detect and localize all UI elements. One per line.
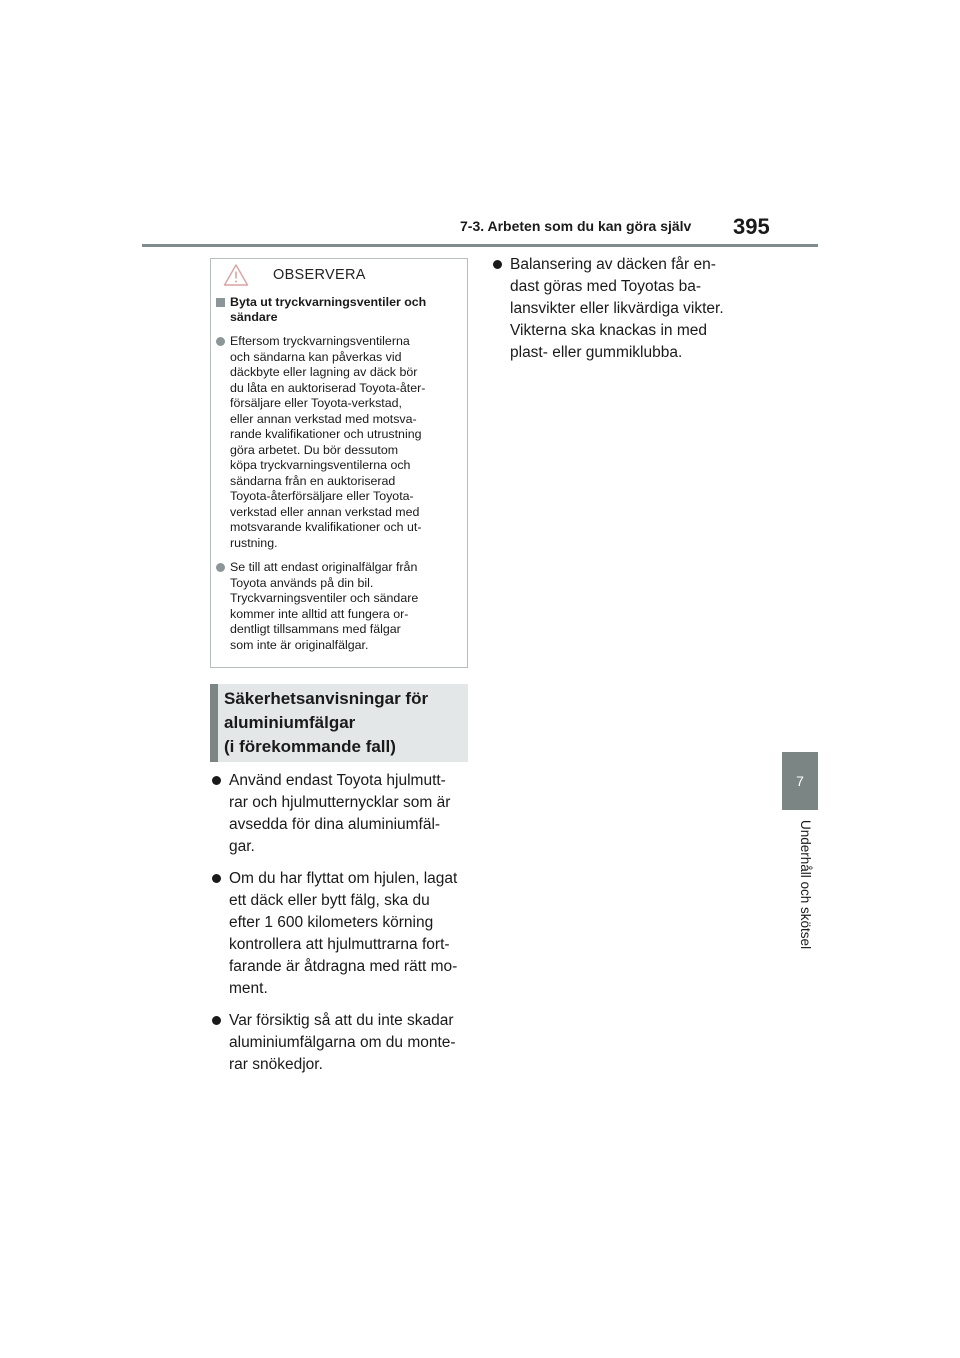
list-item-line: lansvikter eller likvärdiga vikter. xyxy=(510,300,724,317)
list-item-line: rar och hjulmutternycklar som är xyxy=(229,794,451,811)
notice-line: försäljare eller Toyota-verkstad, xyxy=(230,396,402,410)
list-item-line: farande är åtdragna med rätt mo- xyxy=(229,958,458,975)
list-item xyxy=(210,1010,472,1076)
section-heading-line: aluminiumfälgar xyxy=(224,713,356,732)
list-item-line: Var försiktig så att du inte skadar xyxy=(229,1012,454,1029)
list-item-line: aluminiumfälgarna om du monte- xyxy=(229,1034,456,1051)
list-item-line: Använd endast Toyota hjulmutt- xyxy=(229,772,446,789)
list-item xyxy=(491,254,753,364)
notice-line: Tryckvarningsventiler och sändare xyxy=(230,591,419,605)
square-bullet-icon xyxy=(216,298,225,307)
notice-line: kommer inte alltid att fungera or- xyxy=(230,606,409,621)
warning-triangle-icon xyxy=(223,263,249,287)
list-item xyxy=(210,868,472,1000)
section-title: 7-3. Arbeten som du kan göra själv xyxy=(460,218,692,234)
list-item-line: dast göras med Toyotas ba- xyxy=(510,278,701,295)
list-item-line: Om du har flyttat om hjulen, lagat xyxy=(229,870,458,887)
list-item-line: plast- eller gummiklubba. xyxy=(510,344,683,361)
notice-subheading xyxy=(215,295,457,325)
notice-line: eller annan verkstad med motsva- xyxy=(230,411,417,426)
notice-line: Toyota används på din bil. xyxy=(230,575,374,590)
list-item-line: efter 1 600 kilometers körning xyxy=(229,914,434,931)
left-bullet-list xyxy=(210,770,472,1086)
section-heading xyxy=(210,684,468,762)
round-bullet-icon xyxy=(216,563,225,572)
notice-item xyxy=(215,560,457,653)
header-rule xyxy=(142,244,818,247)
notice-item xyxy=(215,334,457,551)
notice-line: och sändarna kan påverkas vid xyxy=(230,349,402,364)
notice-line: verkstad eller annan verkstad med xyxy=(230,504,420,519)
notice-line: du låta en auktoriserad Toyota-åter- xyxy=(230,380,426,395)
page-number: 395 xyxy=(733,214,770,239)
chapter-tab: 7 xyxy=(782,752,818,810)
round-bullet-icon xyxy=(216,337,225,346)
notice-subheading-line: Byta ut tryckvarningsventiler och xyxy=(230,295,427,309)
notice-header xyxy=(211,261,467,289)
notice-box xyxy=(210,258,468,668)
list-item xyxy=(210,770,472,858)
right-bullet-list xyxy=(491,254,753,374)
notice-line: motsvarande kvalifikationer och ut- xyxy=(230,520,422,534)
notice-line: som inte är originalfälgar. xyxy=(230,637,369,652)
list-item-line: avsedda för dina aluminiumfäl- xyxy=(229,816,441,833)
bullet-icon xyxy=(493,260,502,269)
notice-line: Se till att endast originalfälgar från xyxy=(230,560,418,574)
list-item-line: kontrollera att hjulmuttrarna fort- xyxy=(229,936,450,953)
list-item-line: rar snökedjor. xyxy=(229,1056,323,1073)
notice-line: Eftersom tryckvarningsventilerna xyxy=(230,334,410,348)
section-heading-line: (i förekommande fall) xyxy=(224,737,396,756)
list-item-line: Balansering av däcken får en- xyxy=(510,256,716,273)
notice-line: köpa tryckvarningsventilerna och xyxy=(230,458,411,472)
notice-line: Toyota-återförsäljare eller Toyota- xyxy=(230,489,414,503)
notice-title: OBSERVERA xyxy=(273,267,366,283)
notice-line: sändarna från en auktoriserad xyxy=(230,473,396,488)
bullet-icon xyxy=(212,1016,221,1025)
notice-line: rustning. xyxy=(230,535,278,550)
chapter-side-label: Underhåll och skötsel xyxy=(798,820,813,950)
list-item-line: Vikterna ska knackas in med xyxy=(510,322,708,339)
notice-line: rande kvalifikationer och utrustning xyxy=(230,427,422,441)
bullet-icon xyxy=(212,874,221,883)
list-item-line: ment. xyxy=(229,980,268,997)
notice-line: dentligt tillsammans med fälgar xyxy=(230,622,401,636)
list-item-line: ett däck eller bytt fälg, ska du xyxy=(229,892,430,909)
bullet-icon xyxy=(212,776,221,785)
section-heading-line: Säkerhetsanvisningar för xyxy=(224,689,429,708)
notice-subheading-line: sändare xyxy=(230,310,278,324)
notice-line: göra arbetet. Du bör dessutom xyxy=(230,442,399,457)
list-item-line: gar. xyxy=(229,838,255,855)
notice-line: däckbyte eller lagning av däck bör xyxy=(230,365,418,379)
